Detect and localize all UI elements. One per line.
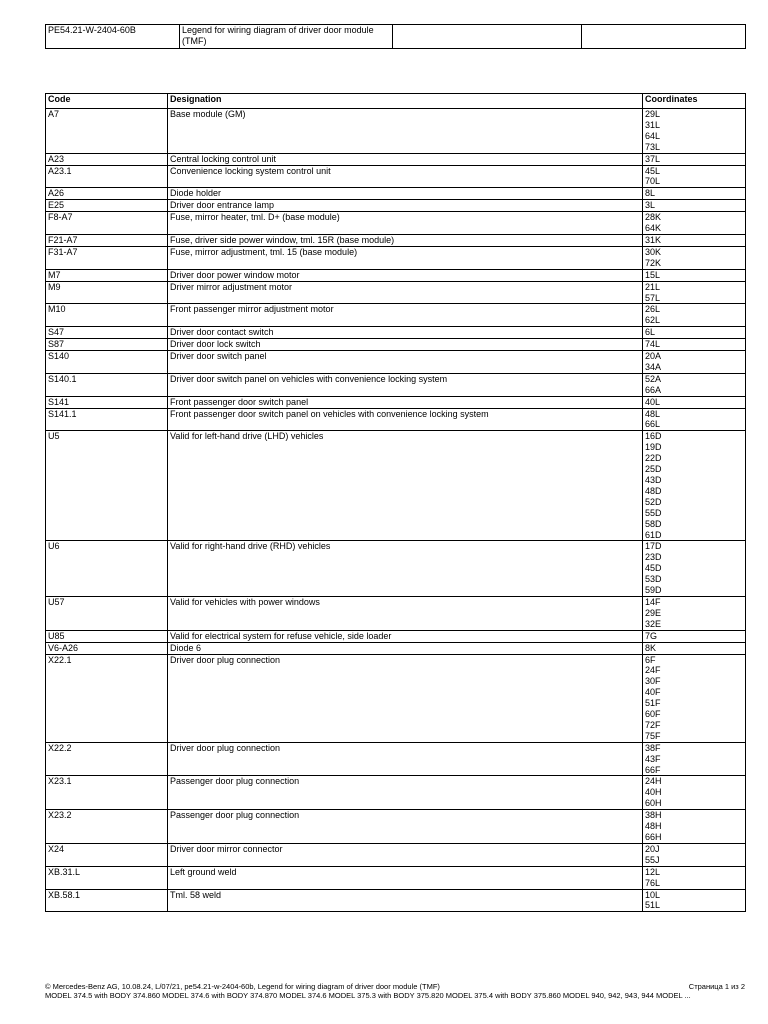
component-coordinates — [643, 776, 746, 810]
coordinate-value: 30K — [645, 246, 662, 257]
table-row — [46, 541, 746, 597]
coordinate-value: 6L — [645, 327, 656, 338]
coordinate-value: 62L — [645, 315, 661, 326]
table-row — [46, 843, 746, 866]
component-code: F21-A7 — [46, 234, 168, 246]
coordinate-value: 17D — [645, 541, 662, 552]
table-row — [46, 408, 746, 431]
coordinate-value: 74L — [645, 339, 661, 350]
component-coordinates — [643, 541, 746, 597]
table-row — [46, 373, 746, 396]
coordinate-value: 3L — [645, 200, 656, 211]
component-code: U85 — [46, 630, 168, 642]
coordinate-value: 26L — [645, 304, 661, 315]
component-code: U57 — [46, 596, 168, 630]
component-designation: Front passenger mirror adjustment motor — [168, 304, 643, 327]
coordinate-value: 60F — [645, 709, 661, 720]
table-row — [46, 889, 746, 912]
component-designation: Driver door power window motor — [168, 269, 643, 281]
coordinate-value: 55J — [645, 854, 660, 865]
component-coordinates — [643, 304, 746, 327]
component-designation: Driver door switch panel on vehicles with convenience locking system — [168, 373, 643, 396]
column-header-code: Code — [46, 94, 168, 109]
header-empty-cell — [393, 25, 582, 49]
coordinate-value: 23D — [645, 552, 662, 563]
component-coordinates — [643, 234, 746, 246]
component-coordinates — [643, 431, 746, 541]
table-row — [46, 304, 746, 327]
footer-models: MODEL 374.5 with BODY 374.860 MODEL 374.6 with BODY 374.870 MODEL 374.6 MODEL 375.3 with BODY 375.820 MODEL 375.4 with BODY 375.860 MODEL 940, 942, 943, 944 MODEL ... — [45, 991, 691, 1000]
component-code: A23 — [46, 153, 168, 165]
component-designation: Central locking control unit — [168, 153, 643, 165]
component-code: S141.1 — [46, 408, 168, 431]
coordinate-value: 66A — [645, 384, 662, 395]
component-designation: Diode holder — [168, 188, 643, 200]
coordinate-value: 15L — [645, 269, 661, 280]
component-code: X23.2 — [46, 810, 168, 844]
component-coordinates — [643, 596, 746, 630]
footer-page-number: Страница 1 из 2 — [688, 982, 745, 991]
component-code: X22.1 — [46, 654, 168, 742]
component-coordinates — [643, 339, 746, 351]
coordinate-value: 48D — [645, 485, 662, 496]
component-code: S47 — [46, 327, 168, 339]
component-code: V6-A26 — [46, 642, 168, 654]
component-coordinates — [643, 843, 746, 866]
table-header-row — [46, 94, 746, 109]
component-code: A26 — [46, 188, 168, 200]
coordinate-value: 73L — [645, 141, 661, 152]
coordinate-value: 8K — [645, 642, 657, 653]
component-designation: Valid for electrical system for refuse vehicle, side loader — [168, 630, 643, 642]
coordinate-value: 64K — [645, 223, 662, 234]
column-header-coordinates: Coordinates — [643, 94, 746, 109]
component-coordinates — [643, 212, 746, 235]
table-row — [46, 246, 746, 269]
coordinate-value: 7G — [645, 630, 658, 641]
table-row — [46, 596, 746, 630]
component-designation: Valid for right-hand drive (RHD) vehicles — [168, 541, 643, 597]
document-title: Legend for wiring diagram of driver door module (TMF) — [180, 25, 393, 49]
coordinate-value: 43D — [645, 475, 662, 485]
component-code: XB.31.L — [46, 866, 168, 889]
column-header-designation: Designation — [168, 94, 643, 109]
coordinate-value: 37L — [645, 153, 661, 164]
coordinate-value: 40L — [645, 396, 661, 407]
component-coordinates — [643, 889, 746, 912]
component-designation: Driver mirror adjustment motor — [168, 281, 643, 304]
component-code: X24 — [46, 843, 168, 866]
component-coordinates — [643, 810, 746, 844]
coordinate-value: 43F — [645, 753, 661, 764]
component-code: S141 — [46, 396, 168, 408]
table-row — [46, 396, 746, 408]
coordinate-value: 40F — [645, 687, 661, 698]
table-row — [46, 866, 746, 889]
coordinate-value: 51F — [645, 698, 661, 709]
table-row — [46, 212, 746, 235]
component-designation: Driver door mirror connector — [168, 843, 643, 866]
component-code: M7 — [46, 269, 168, 281]
coordinate-value: 21L — [645, 281, 661, 292]
component-coordinates — [643, 408, 746, 431]
coordinate-value: 61D — [645, 529, 662, 540]
footer-source: © Mercedes-Benz AG, 10.08.24, L/07/21, pe54.21-w-2404-60b, Legend for wiring diagram of driver door module (TMF) — [45, 982, 440, 991]
component-code: S140 — [46, 351, 168, 374]
coordinate-value: 53D — [645, 574, 662, 585]
component-coordinates — [643, 642, 746, 654]
coordinate-value: 57L — [645, 292, 661, 303]
component-designation: Diode 6 — [168, 642, 643, 654]
page-footer — [45, 982, 745, 1000]
coordinate-value: 28K — [645, 212, 662, 223]
component-coordinates — [643, 327, 746, 339]
component-coordinates — [643, 654, 746, 742]
table-row — [46, 153, 746, 165]
component-coordinates — [643, 630, 746, 642]
coordinate-value: 40H — [645, 787, 662, 798]
component-designation: Driver door switch panel — [168, 351, 643, 374]
component-designation: Driver door plug connection — [168, 654, 643, 742]
table-row — [46, 339, 746, 351]
coordinate-value: 32E — [645, 618, 662, 629]
component-designation: Driver door entrance lamp — [168, 200, 643, 212]
coordinate-value: 45D — [645, 563, 662, 574]
table-row — [46, 351, 746, 374]
coordinate-value: 20J — [645, 843, 660, 854]
table-row — [46, 234, 746, 246]
coordinate-value: 29E — [645, 607, 662, 618]
component-code: XB.58.1 — [46, 889, 168, 912]
coordinate-value: 58D — [645, 518, 662, 529]
table-row — [46, 165, 746, 188]
component-code: X23.1 — [46, 776, 168, 810]
component-coordinates — [643, 351, 746, 374]
coordinate-value: 8L — [645, 188, 656, 199]
coordinate-value: 25D — [645, 464, 662, 475]
coordinate-value: 30F — [645, 676, 661, 687]
document-header — [45, 24, 746, 49]
table-row — [46, 269, 746, 281]
component-designation: Tml. 58 weld — [168, 889, 643, 912]
coordinate-value: 45L — [645, 165, 661, 176]
table-row — [46, 810, 746, 844]
component-code: A7 — [46, 109, 168, 154]
coordinate-value: 38H — [645, 810, 662, 821]
table-row — [46, 431, 746, 541]
coordinate-value: 70L — [645, 176, 661, 187]
table-row — [46, 642, 746, 654]
header-empty-cell — [582, 25, 746, 49]
legend-table — [45, 93, 746, 912]
component-code: E25 — [46, 200, 168, 212]
coordinate-value: 31K — [645, 234, 662, 245]
table-row — [46, 742, 746, 776]
coordinate-value: 66L — [645, 419, 661, 430]
component-designation: Front passenger door switch panel on vehicles with convenience locking system — [168, 408, 643, 431]
component-code: M9 — [46, 281, 168, 304]
coordinate-value: 76L — [645, 877, 661, 888]
coordinate-value: 52A — [645, 373, 662, 384]
coordinate-value: 48L — [645, 408, 661, 419]
coordinate-value: 64L — [645, 130, 661, 141]
component-coordinates — [643, 246, 746, 269]
component-code: U6 — [46, 541, 168, 597]
table-row — [46, 109, 746, 154]
component-code: A23.1 — [46, 165, 168, 188]
component-code: S87 — [46, 339, 168, 351]
component-designation: Driver door contact switch — [168, 327, 643, 339]
coordinate-value: 10L — [645, 889, 661, 900]
component-coordinates — [643, 866, 746, 889]
component-designation: Convenience locking system control unit — [168, 165, 643, 188]
coordinate-value: 31L — [645, 119, 661, 130]
component-coordinates — [643, 200, 746, 212]
coordinate-value: 12L — [645, 866, 661, 877]
coordinate-value: 22D — [645, 453, 662, 464]
component-code: F31-A7 — [46, 246, 168, 269]
coordinate-value: 19D — [645, 442, 662, 453]
component-designation: Valid for left-hand drive (LHD) vehicles — [168, 431, 643, 541]
component-coordinates — [643, 281, 746, 304]
component-coordinates — [643, 373, 746, 396]
component-designation: Fuse, driver side power window, tml. 15R (base module) — [168, 234, 643, 246]
coordinate-value: 29L — [645, 109, 661, 119]
component-coordinates — [643, 165, 746, 188]
component-code: U5 — [46, 431, 168, 541]
coordinate-value: 52D — [645, 496, 662, 507]
table-row — [46, 630, 746, 642]
coordinate-value: 72K — [645, 257, 662, 268]
coordinate-value: 24F — [645, 665, 661, 676]
component-designation: Fuse, mirror heater, tml. D+ (base module) — [168, 212, 643, 235]
component-coordinates — [643, 188, 746, 200]
document-id: PE54.21-W-2404-60B — [46, 25, 180, 49]
component-coordinates — [643, 109, 746, 154]
component-coordinates — [643, 153, 746, 165]
component-designation: Valid for vehicles with power windows — [168, 596, 643, 630]
component-coordinates — [643, 396, 746, 408]
table-row — [46, 281, 746, 304]
coordinate-value: 20A — [645, 351, 662, 362]
component-code: S140.1 — [46, 373, 168, 396]
component-designation: Left ground weld — [168, 866, 643, 889]
component-code: X22.2 — [46, 742, 168, 776]
component-designation: Driver door plug connection — [168, 742, 643, 776]
coordinate-value: 75F — [645, 730, 661, 741]
coordinate-value: 51L — [645, 900, 661, 911]
coordinate-value: 66F — [645, 764, 661, 775]
coordinate-value: 72F — [645, 719, 661, 730]
coordinate-value: 14F — [645, 596, 661, 607]
component-designation: Driver door lock switch — [168, 339, 643, 351]
table-row — [46, 188, 746, 200]
coordinate-value: 34A — [645, 361, 662, 372]
coordinate-value: 55D — [645, 507, 662, 518]
component-designation: Fuse, mirror adjustment, tml. 15 (base module) — [168, 246, 643, 269]
coordinate-value: 66H — [645, 832, 662, 842]
component-coordinates — [643, 269, 746, 281]
component-code: F8-A7 — [46, 212, 168, 235]
table-row — [46, 327, 746, 339]
coordinate-value: 48H — [645, 821, 662, 832]
component-code: M10 — [46, 304, 168, 327]
component-coordinates — [643, 742, 746, 776]
table-row — [46, 654, 746, 742]
table-row — [46, 200, 746, 212]
coordinate-value: 38F — [645, 742, 661, 753]
component-designation: Base module (GM) — [168, 109, 643, 154]
coordinate-value: 16D — [645, 431, 662, 442]
coordinate-value: 24H — [645, 776, 662, 787]
coordinate-value: 59D — [645, 585, 662, 596]
table-row — [46, 776, 746, 810]
coordinate-value: 60H — [645, 798, 662, 809]
component-designation: Passenger door plug connection — [168, 776, 643, 810]
coordinate-value: 6F — [645, 654, 656, 665]
component-designation: Passenger door plug connection — [168, 810, 643, 844]
component-designation: Front passenger door switch panel — [168, 396, 643, 408]
